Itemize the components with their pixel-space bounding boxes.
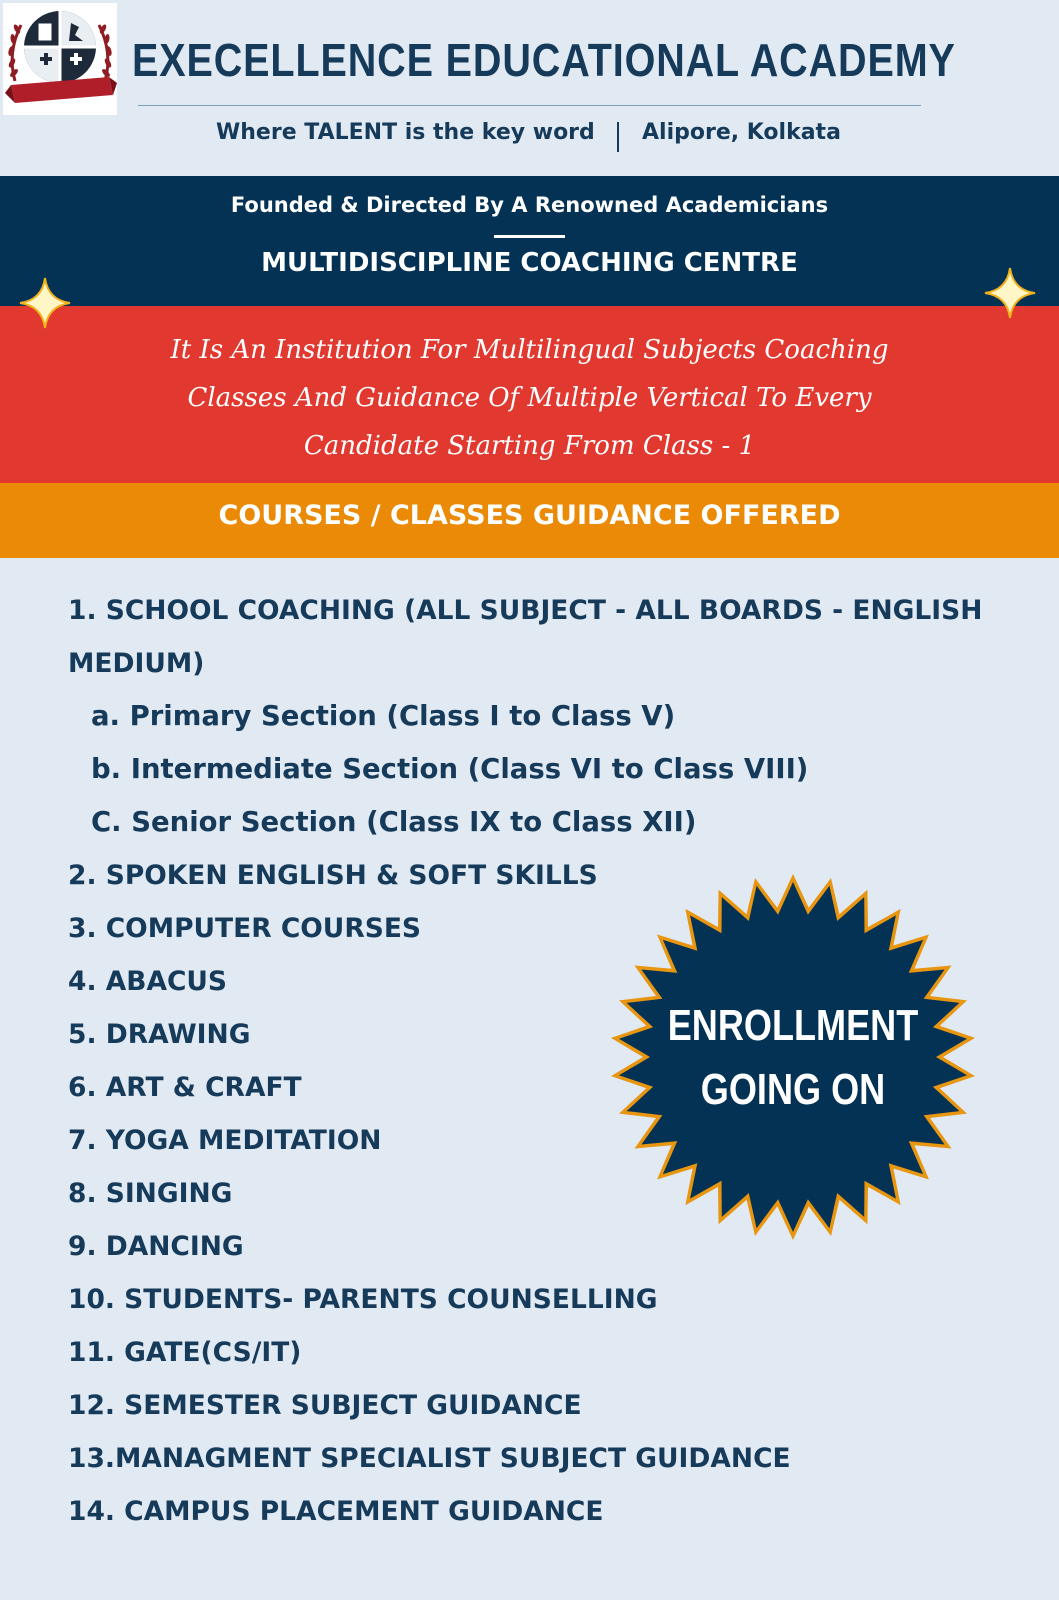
- list-item: 10. STUDENTS- PARENTS COUNSELLING: [68, 1284, 658, 1315]
- academy-logo: [3, 3, 117, 115]
- sparkle-icon: [983, 266, 1037, 320]
- list-item: 13.MANAGMENT SPECIALIST SUBJECT GUIDANCE: [68, 1443, 791, 1474]
- list-item: 8. SINGING: [68, 1178, 233, 1209]
- mission-line: Classes And Guidance Of Multiple Vertical To Every: [187, 383, 872, 413]
- mission-line: It Is An Institution For Multilingual Subjects Coaching: [170, 335, 889, 365]
- tagline: Where TALENT is the key word: [216, 120, 595, 145]
- sub-list-item: b. Intermediate Section (Class VI to Class VIII): [91, 753, 809, 785]
- list-item: 7. YOGA MEDITATION: [68, 1125, 382, 1156]
- mission-line: Candidate Starting From Class - 1: [303, 431, 756, 461]
- list-item: 1. SCHOOL COACHING (ALL SUBJECT - ALL BOARDS - ENGLISH: [68, 595, 983, 626]
- mission-statement: [130, 326, 929, 470]
- list-item: 12. SEMESTER SUBJECT GUIDANCE: [68, 1390, 582, 1421]
- list-item: 4. ABACUS: [68, 966, 227, 997]
- founded-text: Founded & Directed By A Renowned Academicians: [230, 193, 829, 217]
- banner-underline: [494, 235, 565, 238]
- enrollment-badge: [641, 994, 944, 1122]
- list-item: 9. DANCING: [68, 1231, 244, 1262]
- courses-title: COURSES / CLASSES GUIDANCE OFFERED: [218, 500, 841, 531]
- location: Alipore, Kolkata: [642, 120, 841, 145]
- list-item: MEDIUM): [68, 648, 205, 679]
- tagline-separator: [617, 122, 619, 152]
- sparkle-icon: [18, 276, 72, 330]
- list-item: 5. DRAWING: [68, 1019, 251, 1050]
- badge-line: ENROLLMENT: [667, 1001, 919, 1050]
- badge-line: GOING ON: [700, 1065, 886, 1114]
- list-item: 3. COMPUTER COURSES: [68, 913, 422, 944]
- list-item: 14. CAMPUS PLACEMENT GUIDANCE: [68, 1496, 604, 1527]
- academy-crest-icon: [3, 3, 117, 115]
- banner-subtitle: MULTIDISCIPLINE COACHING CENTRE: [261, 248, 798, 278]
- list-item: 2. SPOKEN ENGLISH & SOFT SKILLS: [68, 860, 598, 891]
- sub-list-item: C. Senior Section (Class IX to Class XII): [91, 806, 697, 838]
- sub-list-item: a. Primary Section (Class I to Class V): [91, 700, 676, 732]
- header-divider: [138, 105, 921, 106]
- academy-name: EXECELLENCE EDUCATIONAL ACADEMY: [132, 34, 956, 86]
- list-item: 6. ART & CRAFT: [68, 1072, 302, 1103]
- list-item: 11. GATE(CS/IT): [68, 1337, 302, 1368]
